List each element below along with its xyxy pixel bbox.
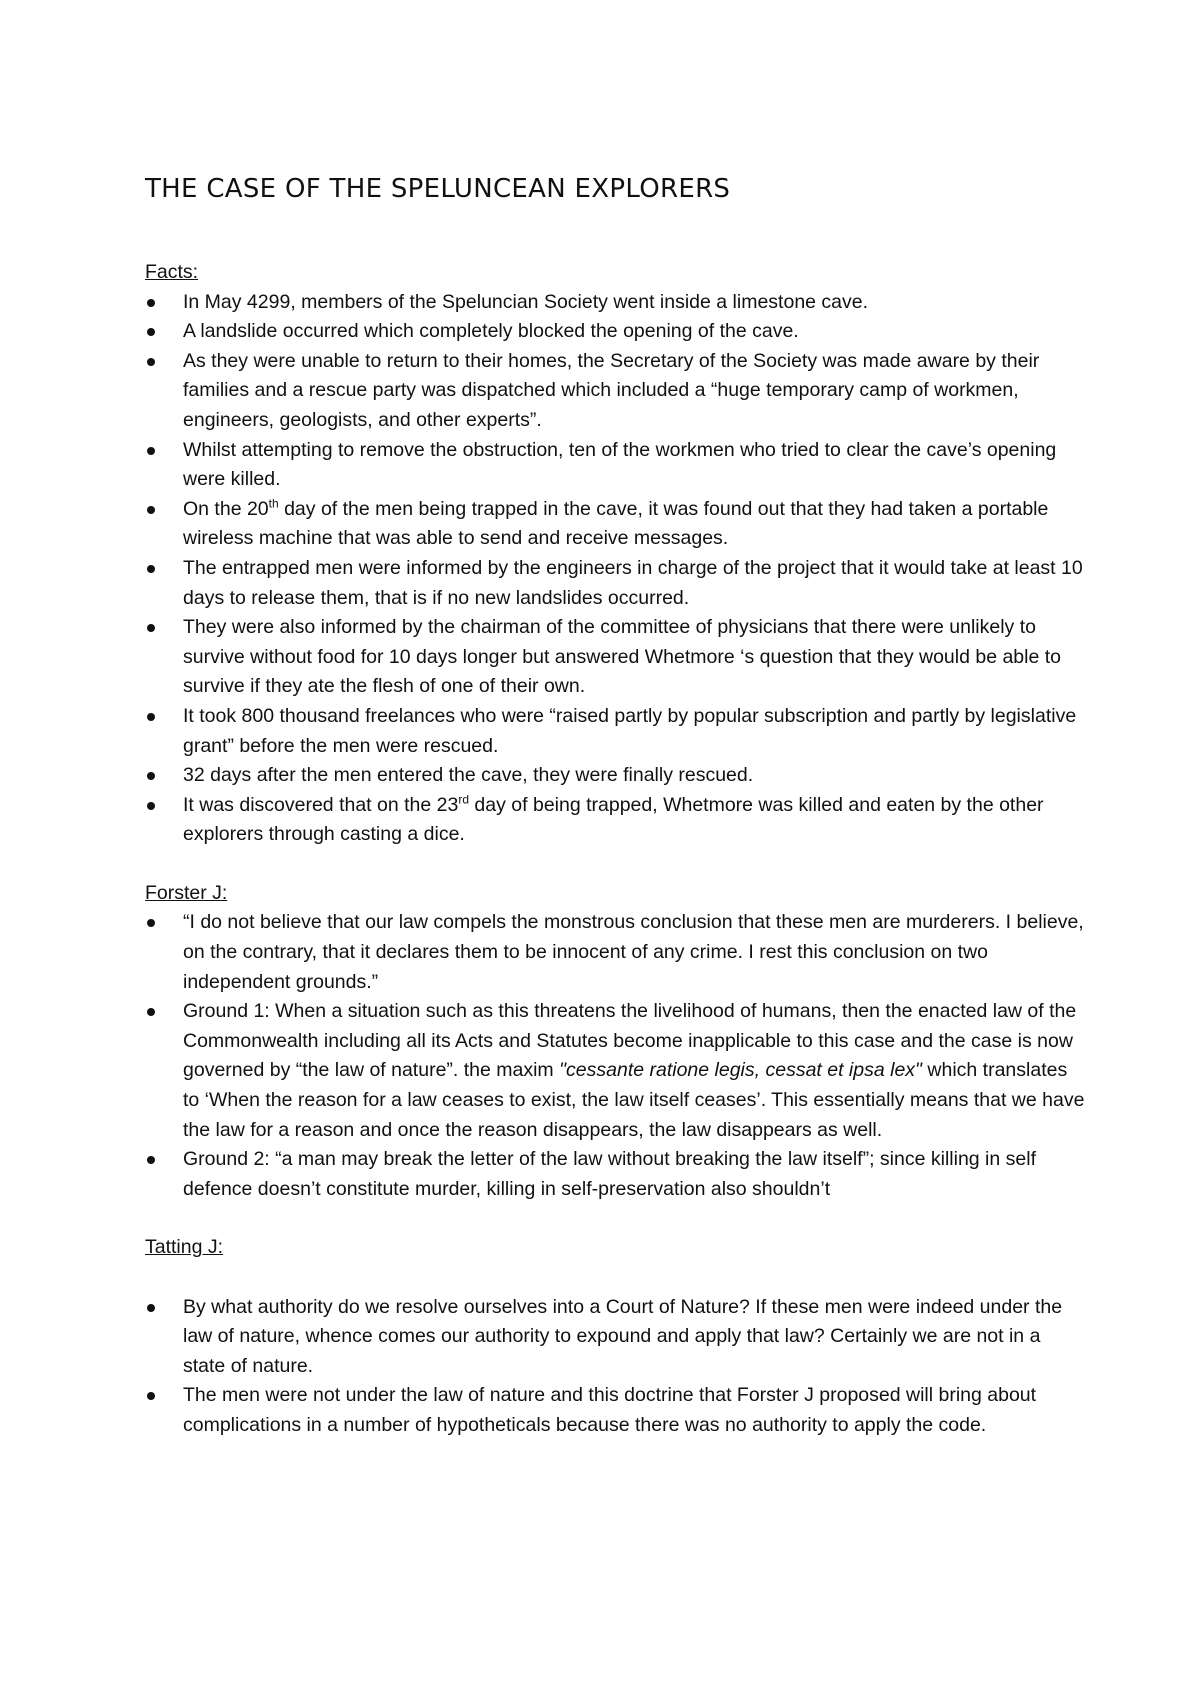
list-item: Whilst attempting to remove the obstruction, ten of the workmen who tried to clear the cave’s opening were killed. [145, 436, 1085, 495]
latin-maxim: "cessante ratione legis, cessat et ipsa lex" [559, 1059, 922, 1082]
list-item: 32 days after the men entered the cave, they were finally rescued. [145, 761, 1085, 791]
list-item: As they were unable to return to their homes, the Secretary of the Society was made aware by their families and a rescue party was dispatched which included a “huge temporary camp of workmen, engineers, geologists, and other experts”. [145, 347, 1085, 436]
list-item [145, 997, 1085, 1145]
list-item: A landslide occurred which completely blocked the opening of the cave. [145, 317, 1085, 347]
tatting-section [145, 1233, 1085, 1440]
document-page [145, 172, 1085, 1441]
list-item: It took 800 thousand freelances who were “raised partly by popular subscription and partly by legislative grant” before the men were rescued. [145, 702, 1085, 761]
blank-line [145, 1263, 1085, 1293]
list-item: Ground 2: “a man may break the letter of the law without breaking the law itself”; since killing in self defence doesn’t constitute murder, killing in self-preservation also shouldn’t [145, 1145, 1085, 1204]
list-item: They were also informed by the chairman of the committee of physicians that there were unlikely to survive without food for 10 days longer but answered Whetmore ‘s question that they would be able to survive if they ate the flesh of one of their own. [145, 613, 1085, 702]
forster-section [145, 879, 1085, 1205]
facts-heading: Facts: [145, 261, 199, 283]
list-item [145, 495, 1085, 554]
list-item-text: Ground 1: When a situation such as this threatens the livelihood of humans, then the enacted law of the Commonwealth including all its Acts and Statutes become inapplicable to this case and the case is now governed by “the law of nature”. the maxim [183, 1000, 1077, 1082]
document-title: THE CASE OF THE SPELUNCEAN EXPLORERS [145, 174, 731, 204]
list-item-text: day of being trapped, Whetmore was killed and eaten by the other explorers through casting a dice. [183, 793, 1044, 846]
ordinal-suffix: rd [458, 792, 470, 807]
list-item: In May 4299, members of the Speluncian Society went inside a limestone cave. [145, 288, 1085, 318]
tatting-heading: Tatting J: [145, 1236, 224, 1259]
list-item: By what authority do we resolve ourselves into a Court of Nature? If these men were indeed under the law of nature, whence comes our authority to expound and apply that law? Certainly we are not in a state of nature. [145, 1293, 1085, 1382]
facts-list [145, 288, 1085, 850]
list-item: The men were not under the law of nature and this doctrine that Forster J proposed will bring about complications in a number of hypotheticals because there was no authority to apply the code. [145, 1381, 1085, 1440]
facts-section [145, 258, 1085, 850]
list-item: The entrapped men were informed by the engineers in charge of the project that it would take at least 10 days to release them, that is if no new landslides occurred. [145, 554, 1085, 613]
forster-heading: Forster J: [145, 881, 228, 904]
list-item-text: day of the men being trapped in the cave, it was found out that they had taken a portable wireless machine that was able to send and receive messages. [183, 497, 1049, 550]
ordinal-suffix: th [268, 496, 279, 511]
list-item [145, 791, 1085, 850]
list-item: “I do not believe that our law compels the monstrous conclusion that these men are murderers. I believe, on the contrary, that it declares them to be innocent of any crime. I rest this conclusion on two independent grounds.” [145, 908, 1085, 997]
list-item-text: On the 20 [183, 497, 269, 520]
list-item-text: which translates to ‘When the reason for a law ceases to exist, the law itself ceases’. This essentially means that we have the law for a reason and once the reason disappears, the law disappears as well. [183, 1059, 1085, 1141]
list-item-text: It was discovered that on the 23 [183, 793, 459, 816]
tatting-list [145, 1293, 1085, 1441]
forster-list [145, 908, 1085, 1204]
